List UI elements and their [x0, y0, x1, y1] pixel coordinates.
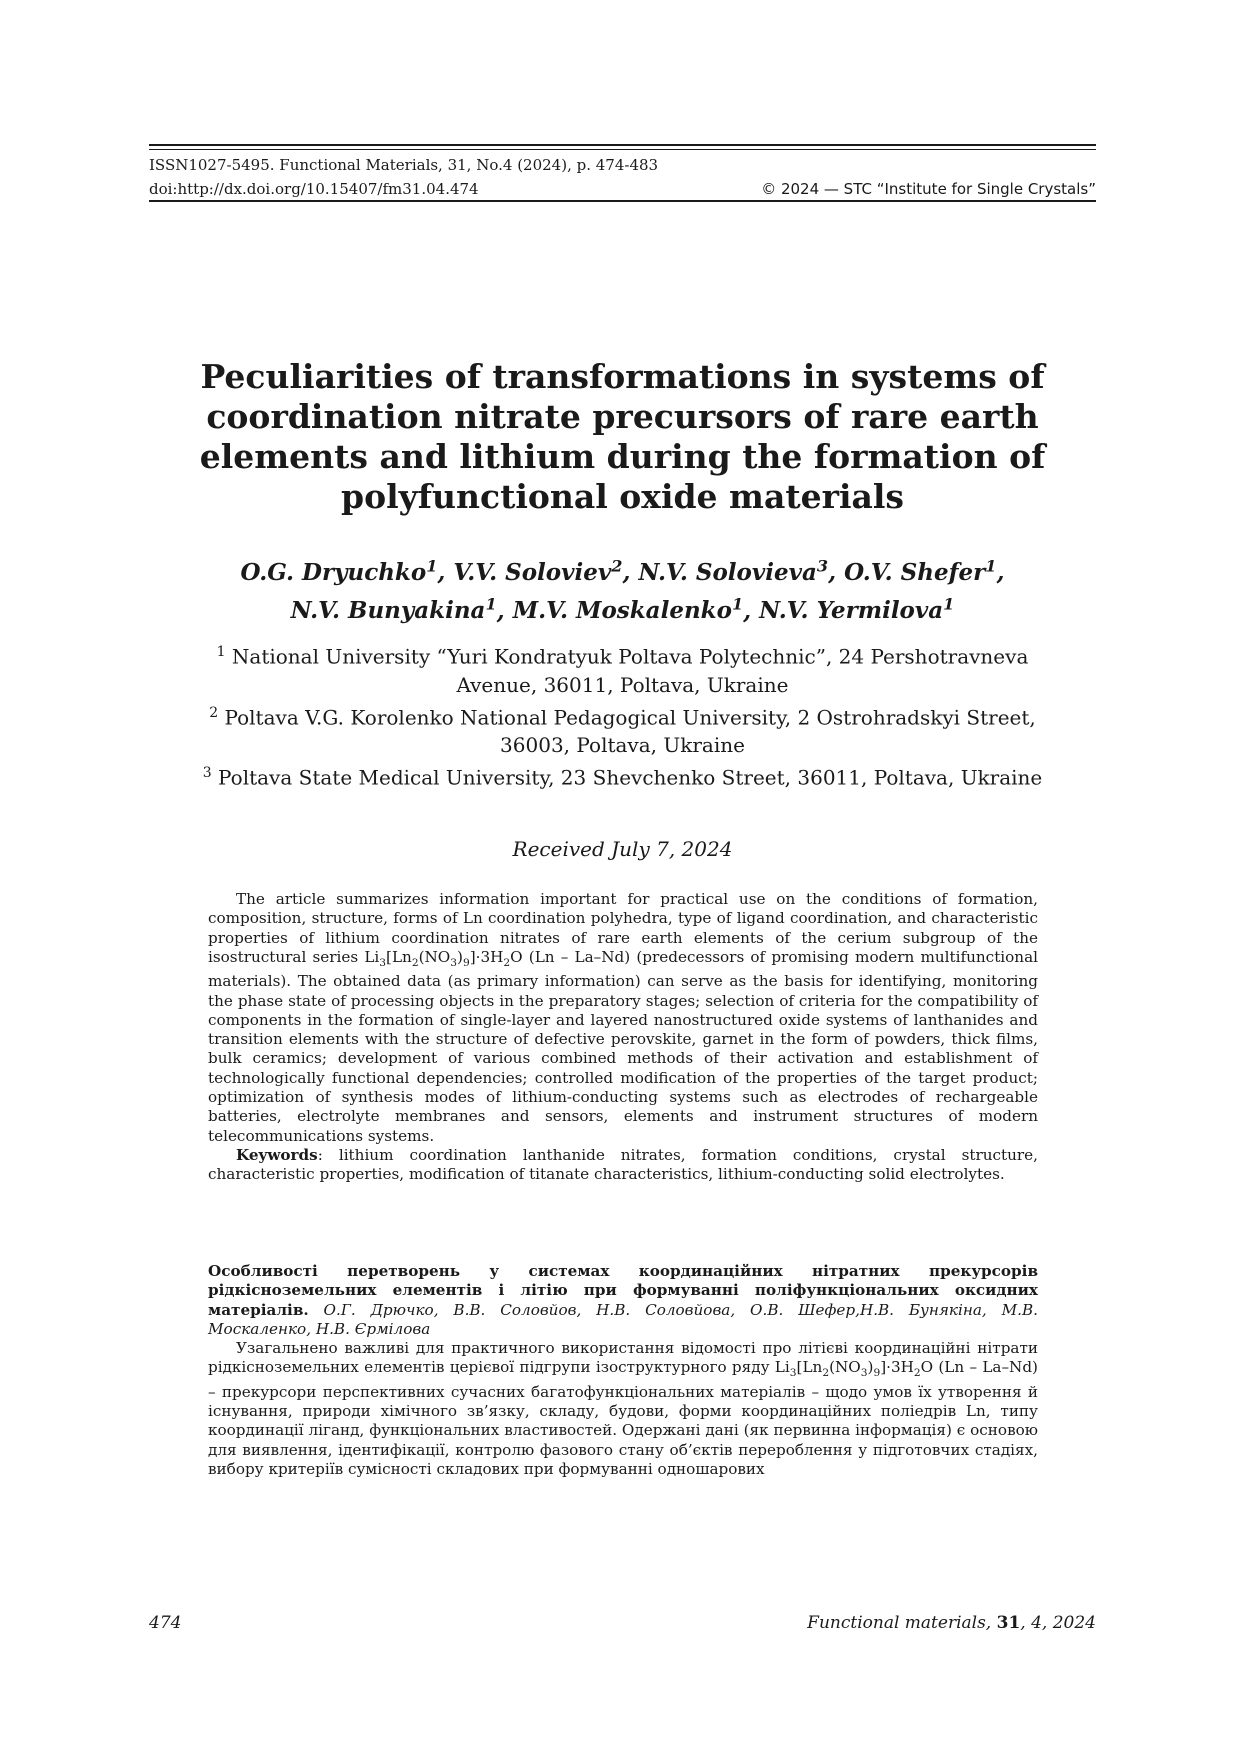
ukrainian-body: Узагальнено важливі для практичного використання відомості про літієві координаційні нітрати рідкісноземельних елементів церієвої підгрупи ізоструктурного ряду $Li_3[Ln_2(NO_3)_9]\cdot 3H_2O$ (Ln – La–Nd) – прекурсори перспективних сучасних багатофункціональних матеріалів – щодо умов їх утворення й існування, природи хімічного зв’язку, складу, будови, форми координаційних поліедрів Ln, типу координації ліганд, функціональних властивостей. Одержані дані (як первинна інформація) є основою для виявлення, ідентифікації, контролю фазового стану об’єктів перероблення у підготовчих стадіях, вибору критеріїв сумісності складових при формуванні одношарових — [208, 1339, 1038, 1478]
keywords-text: : lithium coordination lanthanide nitrates, formation conditions, crystal structure, characteristic properties, modification of titanate characteristics, lithium-conducting solid electrolytes. — [208, 1145, 1038, 1184]
author: N.V. Yermilova$^1$ — [759, 594, 955, 625]
ukrainian-authors: О.Г. Дрючко, В.В. Соловйов, Н.В. Соловйова, О.В. Шефер,Н.В. Бунякіна, М.В. Москаленко, Н.В. Єрмілова — [208, 1300, 1038, 1338]
author-list: O.G. Dryuchko$^1$, V.V. Soloviev$^2$, N.V. Solovieva$^3$, O.V. Shefer$^1$, N.V. Bunyakina$^1$, M.V. Moskalenko$^1$, N.V. Yermilova$^1$ — [240, 556, 1005, 625]
abstract-paragraph: The article summarizes information important for practical use on the conditions of formation, composition, structure, forms of Ln coordination polyhedra, type of ligand coordination, and characteristic properties of lithium coordination nitrates of rare earth elements of the cerium subgroup of the isostructural series $Li_3[Ln_2(NO_3)_9]\cdot 3H_2O$ (Ln – La–Nd) (predecessors of promising modern multifunctional materials). The obtained data (as primary information) can serve as the basis for identifying, monitoring the phase state of processing objects in the preparatory stages; selection of criteria for the compatibility of components in the formation of single-layer and layered nanostructured oxide systems of lanthanides and transition elements with the structure of defective perovskite, garnet in the form of powders, thick films, bulk ceramics; development of various combined methods of their activation and establishment of technologically functional dependencies; controlled modification of the properties of the target product; optimization of synthesis modes of lithium-conducting systems such as electrodes of rechargeable batteries, electrolyte membranes and sensors, elements and instrument structures of modern telecommunications systems. — [208, 890, 1038, 1145]
affiliation: $^2$ Poltava V.G. Korolenko National Pedagogical University, 2 Ostrohradskyi Street, 36003, Poltava, Ukraine — [209, 704, 1036, 758]
author: N.V. Solovieva$^3$ — [638, 556, 829, 586]
chemical-formula: $Li_3[Ln_2(NO_3)_9]\cdot 3H_2O$ — [364, 947, 523, 969]
author: O.G. Dryuchko$^1$ — [240, 556, 438, 586]
journal-footer: Functional materials, 31, 4, 2024 — [807, 1613, 1096, 1633]
author: M.V. Moskalenko$^1$ — [512, 594, 744, 625]
ukrainian-heading — [208, 1262, 1038, 1339]
affiliation-list — [200, 638, 1045, 792]
author: V.V. Soloviev$^2$ — [453, 556, 623, 586]
affiliation: $^3$ Poltava State Medical University, 23 Shevchenko Street, 36011, Poltava, Ukraine — [202, 765, 1043, 790]
paper-title: Peculiarities of transformations in systems of coordination nitrate precursors of rare earth elements and lithium during the formation of polyfunctional oxide materials — [199, 357, 1046, 516]
keywords-label: Keywords — [236, 1145, 318, 1164]
ukrainian-abstract — [208, 1262, 1038, 1479]
copyright-line: © 2024 — STC “Institute for Single Crystals” — [761, 180, 1096, 198]
header-rule-top — [149, 144, 1096, 146]
affiliation: $^1$ National University “Yuri Kondratyuk Poltava Polytechnic”, 24 Pershotravneva Avenue, 36011, Poltava, Ukraine — [216, 644, 1029, 697]
header-rule-top-second — [149, 149, 1096, 150]
author: N.V. Bunyakina$^1$ — [290, 594, 497, 625]
keywords-paragraph — [208, 1146, 1038, 1185]
abstract — [208, 890, 1038, 1184]
doi-link[interactable]: doi:http://dx.doi.org/10.15407/fm31.04.474 — [149, 180, 479, 198]
ukrainian-title: Особливості перетворень у системах координаційних нітратних прекурсорів рідкісноземельних елементів і літію при формуванні поліфункціональних оксидних матеріалів. — [208, 1262, 1038, 1319]
chemical-formula-ua: $Li_3[Ln_2(NO_3)_9]\cdot 3H_2O$ — [774, 1358, 934, 1380]
received-date: Received July 7, 2024 — [512, 837, 733, 861]
header-rule-bottom — [149, 200, 1096, 202]
issn-line: ISSN1027-5495. Functional Materials, 31, No.4 (2024), p. 474-483 — [149, 156, 659, 174]
author: O.V. Shefer$^1$ — [844, 556, 997, 586]
page-number: 474 — [149, 1613, 182, 1633]
